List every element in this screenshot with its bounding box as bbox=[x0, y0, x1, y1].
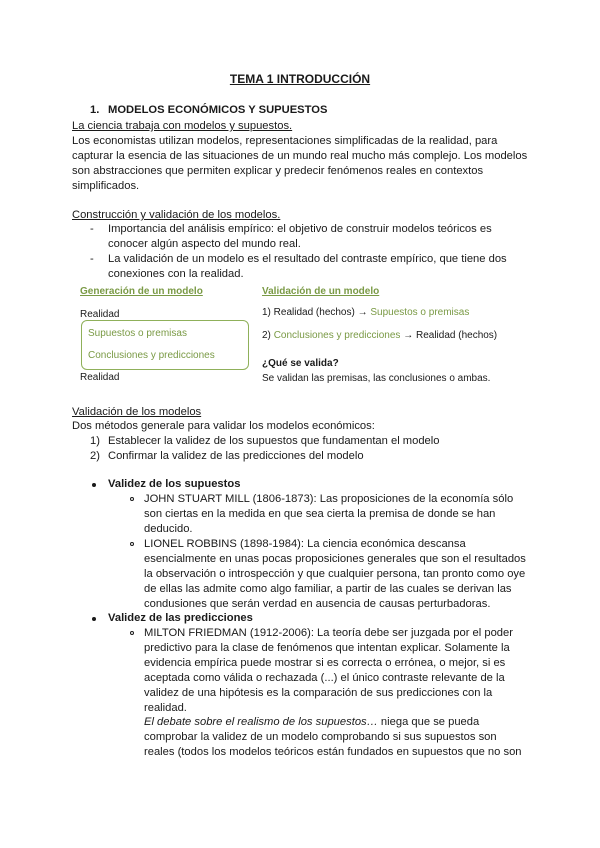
bullet-circle-icon bbox=[130, 542, 134, 546]
validacion-item-num: 2) bbox=[90, 450, 100, 462]
arrow-right-icon: → bbox=[403, 330, 414, 341]
robbins-line: esencialmente en unas pocas proposiciones generales que son el resultados bbox=[144, 553, 526, 565]
validacion-line-1 bbox=[262, 305, 469, 320]
intro-para-line: simplificados. bbox=[72, 180, 140, 192]
validacion-heading: Validación de los modelos bbox=[72, 406, 202, 418]
realidad-top: Realidad bbox=[80, 309, 120, 320]
generacion-title: Generación de un modelo bbox=[80, 286, 203, 297]
debate-italic: El debate sobre el realismo de los supuestos… bbox=[144, 716, 378, 728]
bullet-dot-icon bbox=[92, 483, 96, 487]
predicciones-heading: Validez de las predicciones bbox=[108, 612, 253, 624]
bullet-circle-icon bbox=[130, 631, 134, 635]
friedman-line: realidad. bbox=[144, 702, 187, 714]
line1-supuestos: Supuestos o premisas bbox=[370, 307, 470, 318]
debate-line: reales (todos los modelos teóricos están fundados en supuestos que no son bbox=[144, 746, 522, 758]
validacion-item-text: Confirmar la validez de las predicciones del modelo bbox=[108, 450, 364, 462]
dash-bullet: - bbox=[90, 253, 94, 265]
intro-para-line: capturar la esencia de las situaciones de un mundo real mucho más complejo. Los modelos bbox=[72, 150, 528, 162]
construccion-item-line: conexiones con la realidad. bbox=[108, 268, 244, 280]
construccion-item-line: conocer algún aspecto del mundo real. bbox=[108, 238, 301, 250]
mill-line: son ciertas en la medida en que sea cierta la premisa de donde se han bbox=[144, 508, 496, 520]
robbins-line: la observación o introspección y que cualquier persona, tan pronto como oye bbox=[144, 568, 526, 580]
debate-rest: niega que se pueda bbox=[377, 716, 480, 728]
mill-line: deducido. bbox=[144, 523, 193, 535]
intro-para-line: son abstracciones que permiten explicar y predecir fenómenos reales en contextos bbox=[72, 165, 484, 177]
supuestos-heading: Validez de los supuestos bbox=[108, 478, 241, 490]
friedman-line: predictivo para la clase de fenómenos que intentan explicar. Solamente la bbox=[144, 642, 510, 654]
section-heading: MODELOS ECONÓMICOS Y SUPUESTOS bbox=[108, 104, 328, 116]
friedman-line: aceptada como válida o rechazada (...) el único contraste relevante de la bbox=[144, 672, 505, 684]
validacion-item-text: Establecer la validez de los supuestos que fundamentan el modelo bbox=[108, 435, 440, 447]
debate-line: comprobar la validez de un modelo comprobando si sus supuestos son bbox=[144, 731, 497, 743]
validacion-title: Validación de un modelo bbox=[262, 286, 380, 297]
line1-realidad: 1) Realidad (hechos) bbox=[262, 307, 355, 318]
intro-para-line: Los economistas utilizan modelos, representaciones simplificadas de la realidad, para bbox=[72, 135, 498, 147]
bullet-dot-icon bbox=[92, 617, 96, 621]
dash-bullet: - bbox=[90, 223, 94, 235]
supuestos-label: Supuestos o premisas bbox=[88, 328, 187, 339]
validacion-intro: Dos métodos generale para validar los modelos económicos: bbox=[72, 420, 375, 432]
section-number: 1. bbox=[90, 104, 100, 116]
line2-realidad: Realidad (hechos) bbox=[415, 330, 498, 341]
realidad-bottom: Realidad bbox=[80, 372, 120, 383]
question-label: ¿Qué se valida? bbox=[262, 358, 339, 369]
arrow-right-icon: → bbox=[357, 307, 368, 318]
construccion-heading: Construcción y validación de los modelos. bbox=[72, 209, 281, 221]
friedman-line: evidencia empírica puede mostrar si es correcta o errónea, o mejor, si es bbox=[144, 657, 506, 669]
line2-conclusiones: Conclusiones y predicciones bbox=[273, 330, 401, 341]
construccion-item-line: Importancia del análisis empírico: el objetivo de construir modelos teóricos es bbox=[108, 223, 492, 235]
line2-number: 2) bbox=[262, 330, 271, 341]
construccion-item-line: La validación de un modelo es el resultado del contraste empírico, que tiene dos bbox=[108, 253, 507, 265]
answer-label: Se validan las premisas, las conclusiones o ambas. bbox=[262, 373, 491, 384]
section-subheading: La ciencia trabaja con modelos y supuestos. bbox=[72, 120, 293, 132]
validacion-item-num: 1) bbox=[90, 435, 100, 447]
robbins-line: LIONEL ROBBINS (1898-1984): La ciencia económica descansa bbox=[144, 538, 466, 550]
robbins-line: condusiones que serán verdad en ausencia de causas perturbadoras. bbox=[144, 598, 491, 610]
robbins-line: de ellas las admite como algo familiar, a partir de las cuales se derivan las bbox=[144, 583, 512, 595]
friedman-line: MILTON FRIEDMAN (1912-2006): La teoría debe ser juzgada por el poder bbox=[144, 627, 513, 639]
validacion-line-2 bbox=[262, 328, 497, 343]
conclusiones-label: Conclusiones y predicciones bbox=[88, 350, 215, 361]
debate-line bbox=[144, 715, 479, 730]
page-title: TEMA 1 INTRODUCCIÓN bbox=[229, 72, 371, 86]
friedman-line: validez de una hipótesis es la comparación de sus predicciones con la bbox=[144, 687, 493, 699]
mill-line: JOHN STUART MILL (1806-1873): Las proposiciones de la economía sólo bbox=[144, 493, 514, 505]
bullet-circle-icon bbox=[130, 497, 134, 501]
